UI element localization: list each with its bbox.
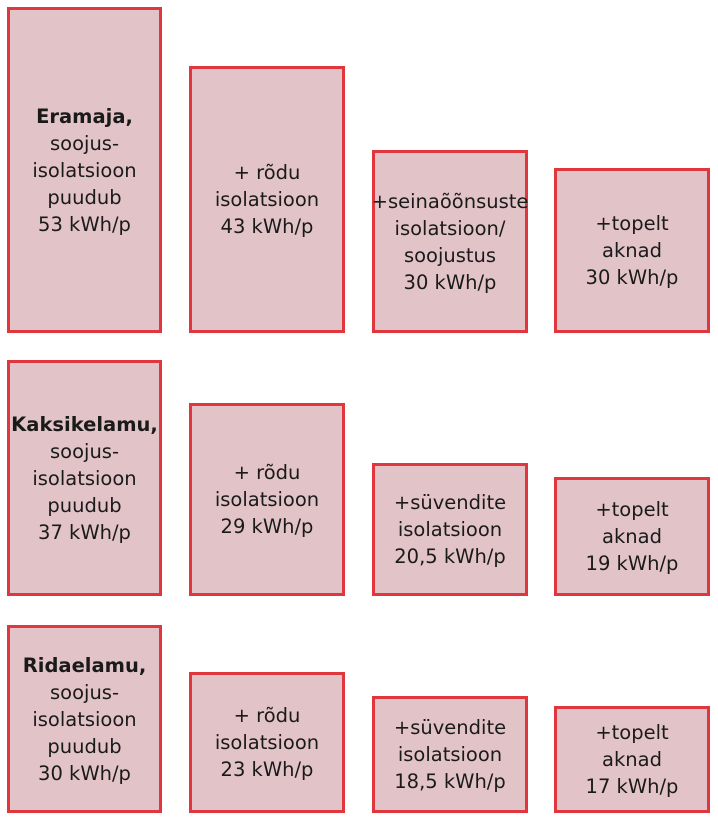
box-line: 17 kWh/p — [585, 775, 679, 798]
box-line: isolatsioon — [214, 731, 320, 754]
box-line: +süvendite — [393, 716, 507, 739]
eramaja-double-windows-box — [554, 168, 710, 333]
kaksikelamu-attic-insulation-box — [189, 403, 345, 596]
kaksikelamu-double-windows-box — [554, 477, 710, 596]
box-line: +topelt — [595, 498, 669, 521]
box-line: + rõdu — [233, 461, 301, 484]
box-line: 30 kWh/p — [38, 761, 131, 785]
box-line: 30 kWh/p — [585, 266, 679, 289]
box-line: + rõdu — [233, 161, 301, 184]
box-line: aknad — [602, 525, 662, 548]
box-line: aknad — [602, 239, 662, 262]
box-line: isolatsioon — [397, 743, 503, 766]
box-line: 43 kWh/p — [220, 215, 314, 238]
box-line: +topelt — [595, 721, 669, 744]
box-line: + rõdu — [233, 704, 301, 727]
box-line: 53 kWh/p — [38, 212, 131, 236]
box-line: 29 kWh/p — [220, 515, 314, 538]
box-line: isolatsioon — [397, 518, 503, 541]
kaksikelamu-cavity-insulation-box — [372, 463, 528, 596]
ridaelamu-attic-insulation-box — [189, 672, 345, 813]
box-title: Eramaja, — [36, 104, 133, 128]
ridaelamu-double-windows-box — [554, 706, 710, 813]
box-line: isolatsioon — [214, 488, 320, 511]
box-line: puudub — [47, 493, 122, 517]
box-line: +topelt — [595, 212, 669, 235]
box-title: Ridaelamu, — [22, 653, 147, 677]
box-line: soojus- — [50, 680, 119, 704]
box-line: 20,5 kWh/p — [394, 545, 506, 568]
ridaelamu-cavity-insulation-box — [372, 696, 528, 813]
box-line: 30 kWh/p — [403, 270, 497, 294]
box-line: 18,5 kWh/p — [394, 770, 506, 793]
eramaja-base-box — [7, 7, 162, 333]
box-line: 19 kWh/p — [585, 552, 679, 575]
box-line: +seinaõõnsuste — [371, 189, 529, 213]
eramaja-attic-insulation-box — [189, 66, 345, 333]
ridaelamu-base-box — [7, 625, 162, 813]
box-line: isolatsioon — [214, 188, 320, 211]
kaksikelamu-base-box — [7, 360, 162, 596]
box-line: 23 kWh/p — [220, 758, 314, 781]
eramaja-wall-insulation-box — [372, 150, 528, 333]
box-line: soojus- — [50, 439, 119, 463]
box-line: isolatsioon — [32, 158, 137, 182]
box-line: +süvendite — [393, 491, 507, 514]
box-line: puudub — [47, 185, 122, 209]
box-line: soojustus — [403, 243, 497, 267]
box-title: Kaksikelamu, — [11, 412, 158, 436]
box-line: aknad — [602, 748, 662, 771]
box-line: 37 kWh/p — [38, 520, 131, 544]
box-line: isolatsioon/ — [394, 216, 506, 240]
box-line: soojus- — [50, 131, 119, 155]
box-line: isolatsioon — [32, 707, 137, 731]
box-line: puudub — [47, 734, 122, 758]
box-line: isolatsioon — [32, 466, 137, 490]
